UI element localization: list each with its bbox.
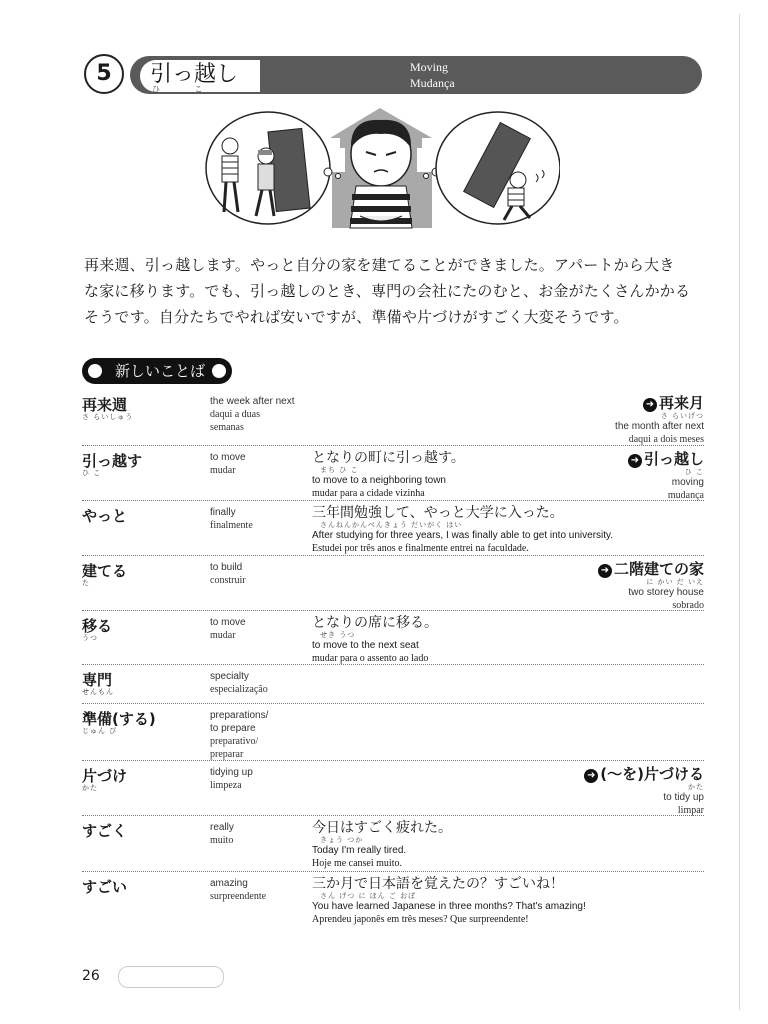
related-word — [598, 560, 704, 612]
vocab-reading: かた — [82, 784, 98, 792]
meaning-pt: semanas — [210, 422, 244, 433]
example-ruby: さん げつ に ほん ご おぼ — [320, 892, 417, 900]
vocab-reading: さ らいしゅう — [82, 413, 134, 421]
vocab-meaning — [210, 766, 253, 792]
meaning-en: finally — [210, 507, 236, 518]
page-edge — [739, 14, 740, 1010]
meaning-pt: mudar — [210, 630, 236, 641]
example-jp: となりの席に移る。 — [312, 615, 438, 631]
vocab-meaning — [210, 616, 246, 642]
vocab-row — [82, 446, 704, 501]
meaning-en: to move — [210, 452, 246, 463]
example-sentence — [312, 505, 613, 555]
related-pt: sobrado — [672, 600, 704, 611]
vocab-word: やっと — [82, 507, 128, 525]
example-en: to move to the next seat — [312, 640, 419, 651]
vocab-row — [82, 761, 704, 816]
vocab-meaning — [210, 395, 295, 434]
arrow-right-icon: ➜ — [598, 564, 612, 578]
intro-line: そうです。自分たちでやれば安いですが、準備や片づけがすごく大変そうです。 — [84, 308, 629, 326]
example-ruby: せき うつ — [320, 631, 356, 639]
moving-illustration — [200, 108, 560, 238]
title-bar — [130, 56, 702, 94]
vocab-meaning — [210, 561, 246, 587]
bullet-icon — [88, 364, 102, 378]
intro-line: 再来週、引っ越します。やっと自分の家を建てることができました。アパートから大き — [84, 256, 675, 274]
vocab-row — [82, 816, 704, 872]
vocab-row — [82, 556, 704, 611]
new-words-label — [82, 358, 232, 384]
vocab-word: 引っ越す — [82, 452, 143, 470]
vocab-meaning — [210, 821, 234, 847]
section-label-text: 新しいことば — [114, 362, 205, 380]
meaning-pt: mudar — [210, 465, 236, 476]
meaning-pt: preparar — [210, 749, 244, 760]
example-pt: Hoje me cansei muito. — [312, 858, 402, 869]
lesson-title-jp — [140, 60, 260, 92]
example-en: After studying for three years, I was finally able to get into university. — [312, 530, 614, 541]
meaning-en: the week after next — [210, 396, 295, 407]
example-jp: 三か月で日本語を覚えたの？すごいね！ — [312, 876, 564, 892]
related-pt: mudança — [667, 490, 704, 501]
vocab-reading: せんもん — [82, 688, 114, 696]
meaning-pt: limpeza — [210, 780, 242, 791]
lesson-number: 5 — [84, 54, 124, 94]
lesson-title-en: Moving — [410, 60, 449, 74]
vocab-row — [82, 501, 704, 556]
meaning-pt: muito — [210, 835, 234, 846]
meaning-en: preparations/ — [210, 710, 269, 721]
related-ruby: に かい だ いえ — [646, 578, 704, 586]
vocab-reading: うつ — [82, 634, 98, 642]
lesson-title-pt: Mudança — [410, 76, 455, 90]
meaning-en: to build — [210, 562, 243, 573]
vocab-word: すごい — [82, 878, 128, 896]
related-word — [615, 394, 704, 446]
related-en: moving — [671, 477, 704, 488]
vocab-row — [82, 665, 704, 704]
example-jp: 三年間勉強して、やっと大学に入った。 — [312, 505, 564, 521]
meaning-pt: construir — [210, 575, 246, 586]
vocab-word: 片づけ — [82, 767, 128, 785]
vocab-meaning — [210, 877, 266, 903]
vocab-row — [82, 390, 704, 446]
related-pt: limpar — [677, 805, 704, 816]
meaning-en: amazing — [210, 878, 248, 889]
meaning-en: to prepare — [210, 723, 256, 734]
meaning-pt: surpreendente — [210, 891, 267, 902]
vocab-word: 建てる — [82, 562, 128, 580]
vocab-word: 専門 — [82, 671, 113, 689]
worried-man — [350, 120, 412, 228]
vocab-word: 準備(する) — [82, 710, 156, 728]
meaning-pt: preparativo/ — [210, 736, 259, 747]
example-jp: となりの町に引っ越す。 — [312, 450, 465, 466]
example-pt: Estudei por três anos e finalmente entrei na faculdade. — [312, 543, 529, 554]
bullet-icon — [212, 364, 226, 378]
example-en: You have learned Japanese in three months? That's amazing! — [312, 901, 586, 912]
meaning-en: tidying up — [210, 767, 253, 778]
intro-paragraph — [84, 252, 704, 330]
example-en: to move to a neighboring town — [312, 475, 446, 486]
arrow-right-icon: ➜ — [628, 454, 642, 468]
related-jp: 引っ越し — [643, 450, 704, 468]
lesson-title-text: 引っ越し — [150, 62, 239, 87]
thought-bubble-right — [424, 112, 561, 224]
example-pt: mudar para a cidade vizinha — [312, 488, 425, 499]
example-pt: mudar para o assento ao lado — [312, 653, 429, 664]
meaning-pt: daqui a duas — [210, 409, 260, 420]
vocabulary-list — [82, 390, 704, 928]
related-jp: 二階建ての家 — [613, 560, 704, 578]
vocab-row — [82, 611, 704, 665]
vocab-meaning — [210, 506, 253, 532]
example-sentence — [312, 450, 465, 500]
example-sentence — [312, 876, 586, 926]
example-sentence — [312, 615, 438, 665]
example-ruby: きょう つか — [320, 836, 364, 844]
vocab-word: 移る — [82, 617, 113, 635]
vocab-row — [82, 704, 704, 761]
related-ruby: さ らいげつ — [660, 412, 704, 420]
related-word — [584, 765, 704, 817]
lesson-title-ruby: ひ こ — [152, 85, 219, 94]
related-en: two storey house — [628, 587, 704, 598]
lesson-header — [84, 54, 702, 96]
related-word — [628, 450, 704, 502]
example-sentence — [312, 820, 452, 870]
vocab-word: すごく — [82, 822, 128, 840]
example-pt: Aprendeu japonês em três meses? Que surpreendente! — [312, 914, 529, 925]
vocab-row — [82, 872, 704, 928]
related-jp: 再来月 — [658, 394, 704, 412]
meaning-en: to move — [210, 617, 246, 628]
vocab-meaning — [210, 709, 268, 761]
vocab-meaning — [210, 670, 268, 696]
meaning-pt: finalmente — [210, 520, 253, 531]
related-ruby: ひ こ — [684, 468, 704, 476]
vocab-reading: た — [82, 579, 90, 587]
meaning-pt: especialização — [210, 684, 268, 695]
meaning-en: specialty — [210, 671, 249, 682]
intro-line: な家に移ります。でも、引っ越しのとき、専門の会社にたのむと、お金がたくさんかかる — [84, 282, 691, 300]
related-jp: (〜を)片づける — [600, 765, 704, 783]
arrow-right-icon: ➜ — [584, 769, 598, 783]
thought-bubble-left — [206, 112, 341, 224]
meaning-en: really — [210, 822, 234, 833]
arrow-right-icon: ➜ — [643, 398, 657, 412]
example-ruby: さんねんかんべんきょう だいがく はい — [320, 521, 463, 529]
related-en: the month after next — [615, 421, 704, 432]
vocab-word: 再来週 — [82, 396, 128, 414]
vocab-meaning — [210, 451, 246, 477]
example-en: Today I'm really tired. — [312, 845, 407, 856]
example-ruby: まち ひ こ — [320, 466, 359, 474]
related-pt: daqui a dois meses — [628, 434, 704, 445]
example-jp: 今日はすごく疲れた。 — [312, 820, 452, 836]
vocab-reading: ひ こ — [82, 469, 102, 477]
related-en: to tidy up — [663, 792, 704, 803]
footer-tag — [118, 966, 224, 988]
page-number: 26 — [82, 968, 100, 984]
related-ruby: かた — [688, 783, 704, 791]
vocab-reading: じゅん び — [82, 727, 118, 735]
